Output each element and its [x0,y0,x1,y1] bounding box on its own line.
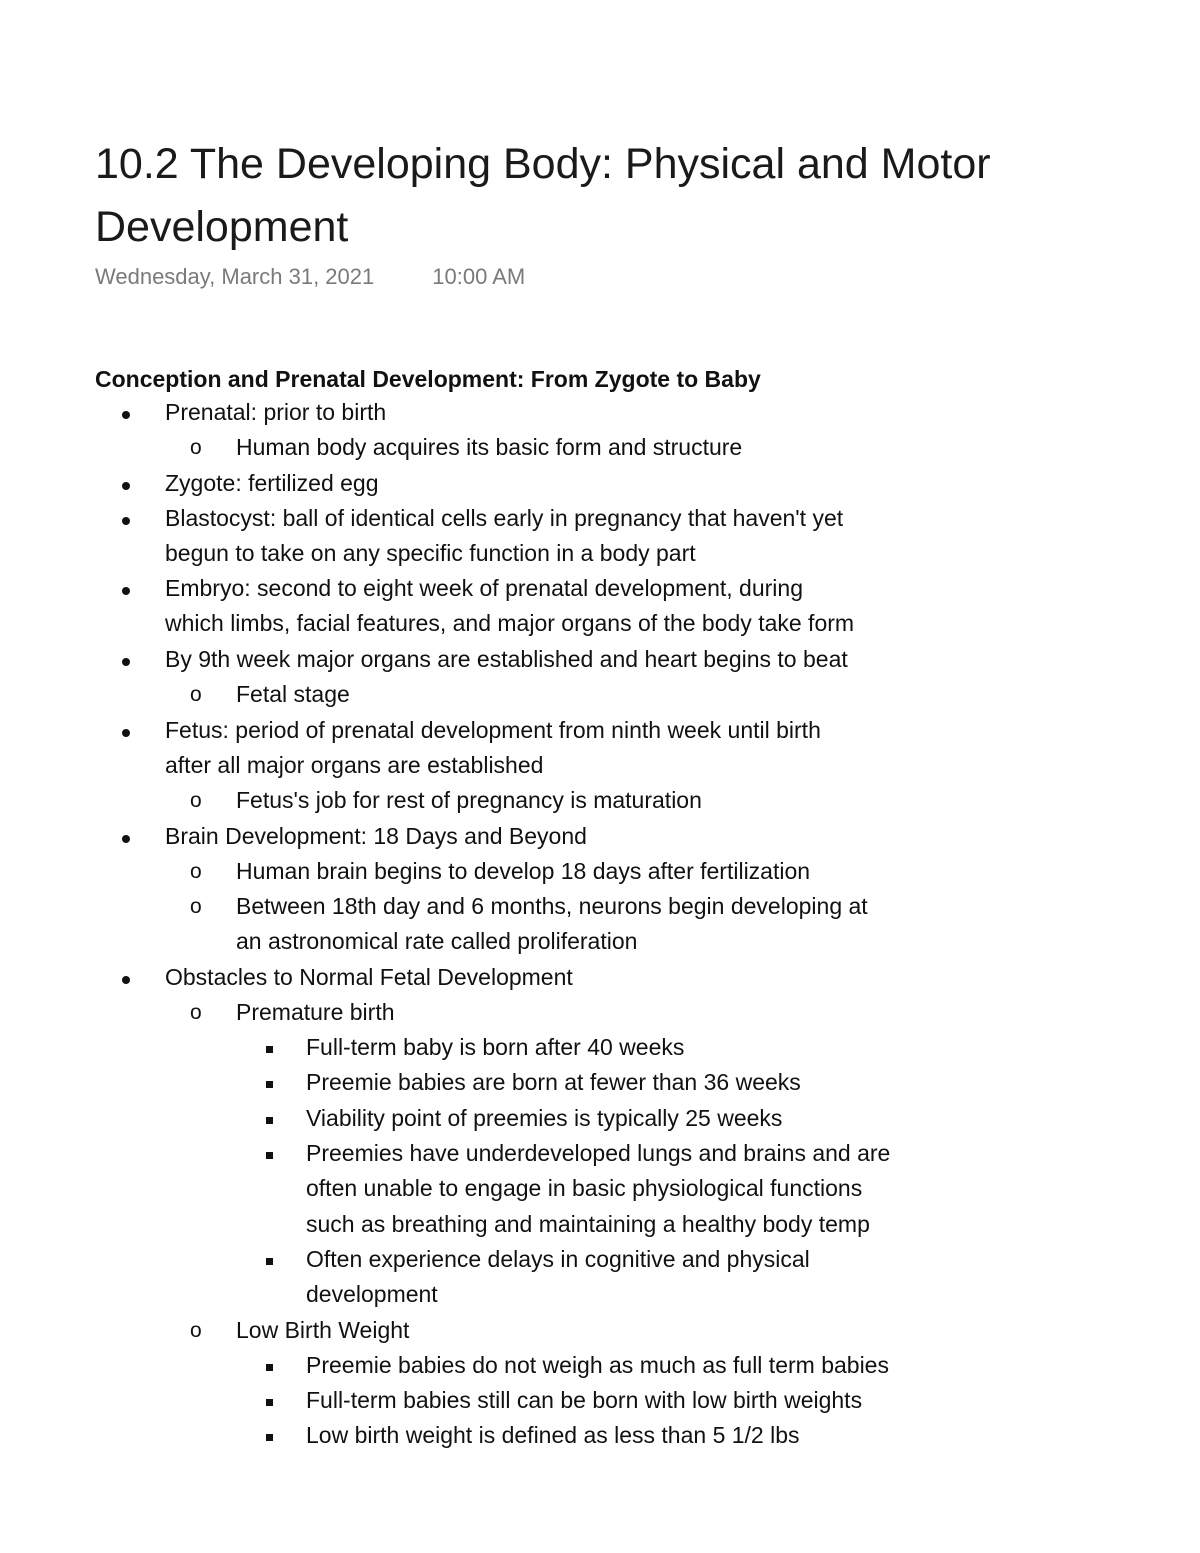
list-item: Embryo: second to eight week of prenatal development, during [165,575,803,601]
bullet-disc-icon [122,517,130,525]
note-timestamp [95,264,525,290]
list-item: Human body acquires its basic form and structure [236,434,743,460]
bullet-disc-icon [122,976,130,984]
list-item: Preemie babies do not weigh as much as full term babies [306,1352,889,1378]
list-item: Often experience delays in cognitive and physical [306,1246,810,1272]
list-item: Prenatal: prior to birth [165,399,387,425]
bullet-square-icon [266,1364,273,1371]
list-item: By 9th week major organs are established and heart begins to beat [165,646,848,672]
note-body [0,362,1200,1448]
list-item: Fetal stage [236,681,350,707]
list-item: Blastocyst: ball of identical cells early in pregnancy that haven't yet [165,505,844,531]
bullet-disc-icon [122,411,130,419]
list-item: Preemies have underdeveloped lungs and brains and are [306,1140,891,1166]
list-item: Fetus: period of prenatal development from ninth week until birth [165,717,821,743]
list-item: Viability point of preemies is typically 25 weeks [306,1105,783,1131]
bullet-disc-icon [122,482,130,490]
list-item: Preemie babies are born at fewer than 36 weeks [306,1069,801,1095]
page-title: 10.2 The Developing Body: Physical and Motor Development [95,140,991,251]
list-item-continuation: often unable to engage in basic physiological functions [306,1175,863,1201]
note-time: 10:00 AM [432,264,526,289]
bullet-square-icon [266,1117,273,1124]
list-item: Low Birth Weight [236,1317,410,1343]
list-item-cutoff: Low birth weight is defined as less than 5 1/2 lbs [306,1422,800,1448]
list-item-continuation: such as breathing and maintaining a healthy body temp [306,1211,870,1237]
list-item: Obstacles to Normal Fetal Development [165,964,573,990]
list-item: Full-term baby is born after 40 weeks [306,1034,685,1060]
bullet-square-icon [266,1152,273,1159]
bullet-square-icon [266,1081,273,1088]
bullet-disc-icon [122,587,130,595]
list-item-continuation: which limbs, facial features, and major organs of the body take form [165,610,855,636]
list-item-continuation: an astronomical rate called proliferation [236,928,638,954]
bullet-circle-icon: o [190,436,202,459]
bullet-square-icon [266,1258,273,1265]
bullet-circle-icon: o [190,683,202,706]
bullet-square-icon [266,1399,273,1406]
bullet-square-icon [266,1434,273,1441]
list-item: Full-term babies still can be born with low birth weights [306,1387,863,1413]
bullet-disc-icon [122,729,130,737]
list-item: Brain Development: 18 Days and Beyond [165,823,587,849]
list-item: Between 18th day and 6 months, neurons begin developing at [236,893,868,919]
list-item: Premature birth [236,999,395,1025]
list-item-continuation: development [306,1281,438,1307]
list-item: Fetus's job for rest of pregnancy is maturation [236,787,702,813]
list-item-continuation: begun to take on any specific function in a body part [165,540,696,566]
bullet-disc-icon [122,658,130,666]
bullet-square-icon [266,1046,273,1053]
note-date: Wednesday, March 31, 2021 [95,264,375,289]
bullet-disc-icon [122,835,130,843]
bullet-circle-icon: o [190,1001,202,1024]
bullet-circle-icon: o [190,789,202,812]
bullet-circle-icon: o [190,860,202,883]
section-heading: Conception and Prenatal Development: From Zygote to Baby [95,366,761,392]
bullet-circle-icon: o [190,1319,202,1342]
bullet-circle-icon: o [190,895,202,918]
list-item-continuation: after all major organs are established [165,752,544,778]
list-item: Human brain begins to develop 18 days after fertilization [236,858,811,884]
list-item: Zygote: fertilized egg [165,470,379,496]
